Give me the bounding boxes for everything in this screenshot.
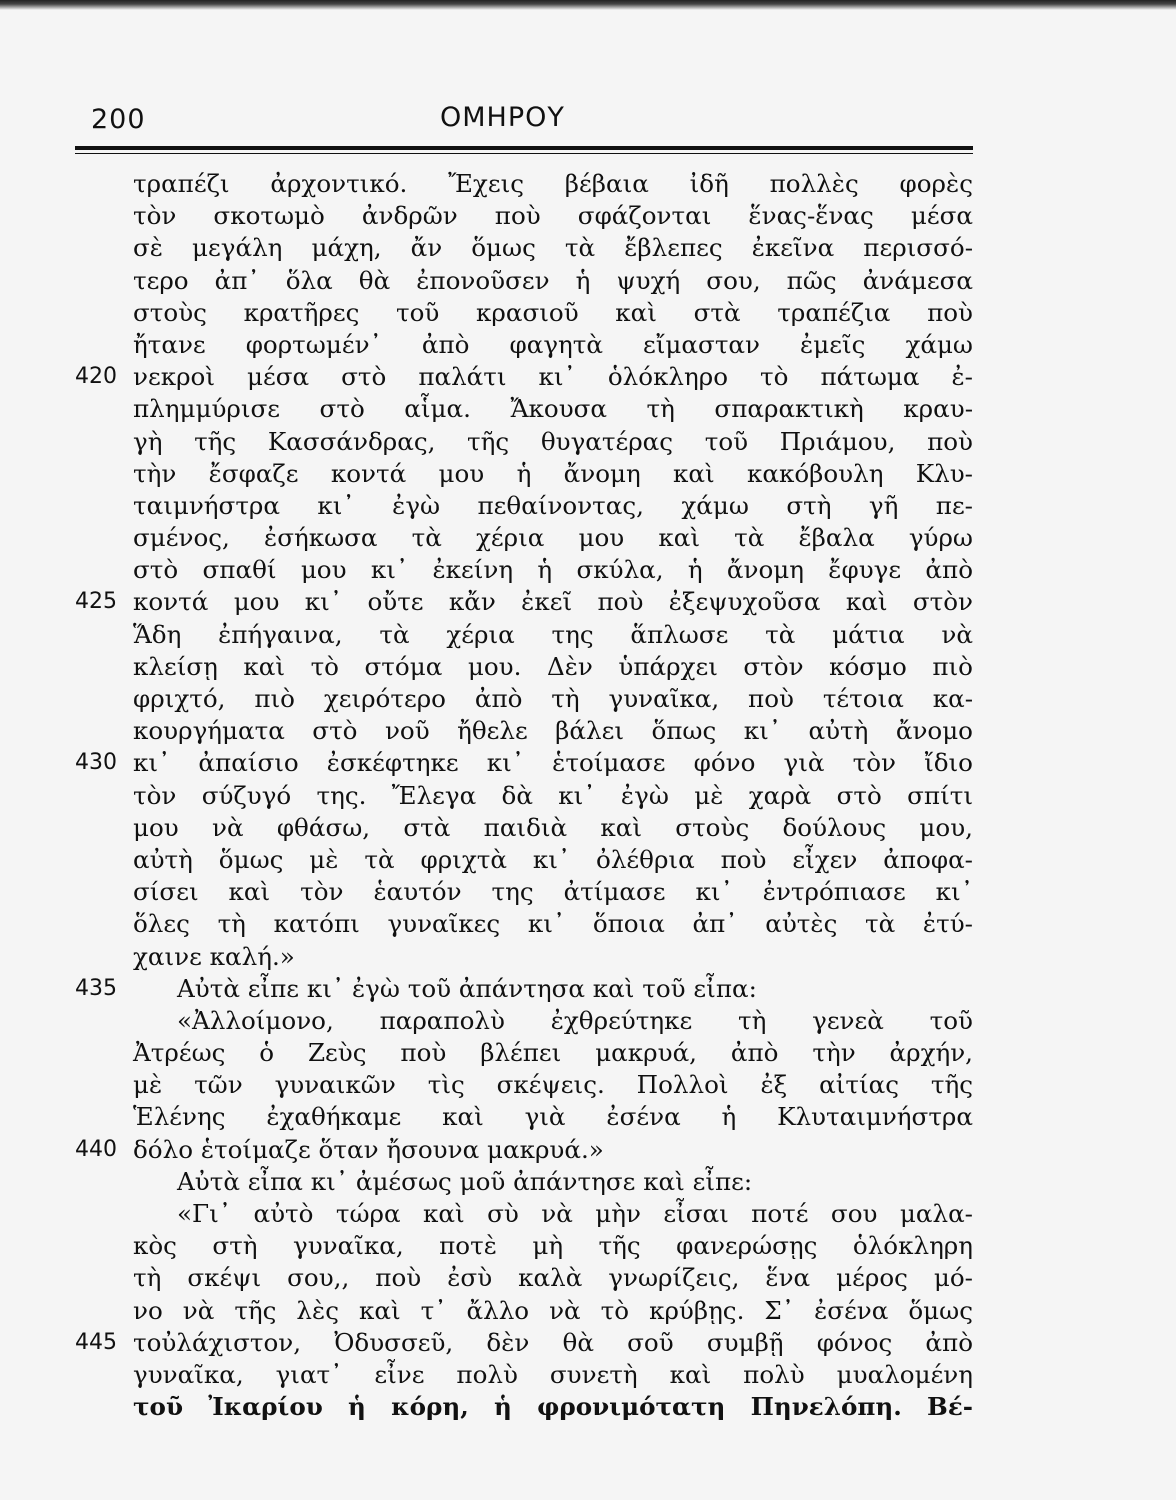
line-text: κλείσῃ καὶ τὸ στόμα μου. Δὲν ὑπάρχει στὸν κόσμο πιὸ [133, 651, 973, 681]
line-text: Αὐτὰ εἶπε κι᾽ ἐγὼ τοῦ ἀπάντησα καὶ τοῦ εἶπα: [177, 973, 757, 1003]
text-line [75, 1166, 985, 1198]
line-text: κουργήματα στὸ νοῦ ἤθελε βάλει ὅπως κι᾽ αὐτὴ ἄνομο [133, 716, 973, 746]
line-text: ταιμνήστρα κι᾽ ἐγὼ πεθαίνοντας, χάμω στὴ γῆ πε- [133, 490, 973, 520]
text-line [75, 1198, 985, 1230]
line-number: 445 [75, 1329, 117, 1355]
text-line [75, 393, 985, 425]
line-text: ὅλες τὴ κατόπι γυναῖκες κι᾽ ὅποια ἀπ᾽ αὐτὲς τὰ ἐτύ- [133, 909, 973, 939]
line-text: δόλο ἑτοίμαζε ὅταν ἤσουνα μακρυά.» [133, 1134, 604, 1164]
text-line [75, 1005, 985, 1037]
text-line [75, 1262, 985, 1294]
text-line [75, 426, 985, 458]
text-line [75, 200, 985, 232]
line-text: Αὐτὰ εἶπα κι᾽ ἀμέσως μοῦ ἀπάντησε καὶ εἶπε: [177, 1166, 753, 1196]
page-number: 200 [91, 104, 146, 135]
text-line [75, 619, 985, 651]
line-text: τὸν σκοτωμὸ ἀνδρῶν ποὺ σφάζονται ἕνας-ἕνας μέσα [133, 201, 973, 231]
line-text: τερο ἀπ᾽ ὅλα θὰ ἐπονοῦσεν ἡ ψυχή σου, πῶς ἀνάμεσα [133, 265, 973, 295]
text-line [75, 651, 985, 683]
line-text: σίσει καὶ τὸν ἑαυτόν της ἀτίμασε κι᾽ ἐντρόπιασε κι᾽ [133, 877, 973, 907]
line-text: μὲ τῶν γυναικῶν τὶς σκέψεις. Πολλοὶ ἐξ αἰτίας τῆς [133, 1070, 973, 1100]
line-number: 435 [75, 975, 117, 1001]
page-header [75, 96, 975, 142]
text-line [75, 747, 985, 779]
line-text: τὸν σύζυγό της. Ἔλεγα δὰ κι᾽ ἐγὼ μὲ χαρὰ στὸ σπίτι [133, 780, 973, 810]
scan-edge-shadow [0, 0, 1176, 10]
text-line [75, 1101, 985, 1133]
text-line [75, 1230, 985, 1262]
line-number: 430 [75, 750, 117, 776]
text-line [75, 812, 985, 844]
line-text: τοῦ Ἰκαρίου ἡ κόρη, ἡ φρονιμότατη Πηνελόπη. Βέ- [133, 1392, 973, 1422]
text-line [75, 265, 985, 297]
line-text: τὴν ἔσφαζε κοντά μου ἡ ἄνομη καὶ κακόβουλη Κλυ- [133, 458, 973, 488]
line-text: Ἀτρέως ὁ Ζεὺς ποὺ βλέπει μακρυά, ἀπὸ τὴν ἀρχήν, [133, 1038, 973, 1068]
text-line [75, 490, 985, 522]
text-line [75, 522, 985, 554]
text-line [75, 844, 985, 876]
line-text: μου νὰ φθάσω, στὰ παιδιὰ καὶ στοὺς δούλους μου, [133, 812, 973, 842]
line-text: πλημμύρισε στὸ αἷμα. Ἄκουσα τὴ σπαρακτικὴ κραυ- [133, 394, 973, 424]
line-text: κὸς στὴ γυναῖκα, ποτὲ μὴ τῆς φανερώσῃς ὁλόκληρη [133, 1231, 973, 1261]
text-line [75, 1391, 985, 1423]
line-text: νεκροὶ μέσα στὸ παλάτι κι᾽ ὁλόκληρο τὸ πάτωμα ἐ- [133, 362, 973, 392]
text-line [75, 168, 985, 200]
text-line [75, 1037, 985, 1069]
line-text: Ἅδη ἐπήγαινα, τὰ χέρια της ἅπλωσε τὰ μάτια νὰ [133, 619, 973, 649]
text-line [75, 780, 985, 812]
line-text: νο νὰ τῆς λὲς καὶ τ᾽ ἄλλο νὰ τὸ κρύβῃς. Σ᾽ ἐσένα ὅμως [133, 1295, 973, 1325]
text-line [75, 1359, 985, 1391]
text-line [75, 1069, 985, 1101]
line-text: τοὐλάχιστον, Ὀδυσσεῦ, δὲν θὰ σοῦ συμβῇ φόνος ἀπὸ [133, 1327, 973, 1357]
line-text: σὲ μεγάλη μάχη, ἄν ὅμως τὰ ἔβλεπες ἐκεῖνα περισσό- [133, 233, 973, 263]
header-rule-thin [75, 153, 973, 154]
line-text: «Ἀλλοίμονο, παραπολὺ ἐχθρεύτηκε τὴ γενεὰ τοῦ [177, 1005, 973, 1035]
line-number: 425 [75, 589, 117, 615]
text-line [75, 876, 985, 908]
line-text: στοὺς κρατῆρες τοῦ κρασιοῦ καὶ στὰ τραπέζια ποὺ [133, 297, 973, 327]
text-line [75, 1134, 985, 1166]
text-line [75, 1327, 985, 1359]
line-text: κοντά μου κι᾽ οὔτε κἄν ἐκεῖ ποὺ ἐξεψυχοῦσα καὶ στὸν [133, 587, 973, 617]
line-text: γὴ τῆς Κασσάνδρας, τῆς θυγατέρας τοῦ Πριάμου, ποὺ [133, 426, 973, 456]
header-rule-thick [75, 146, 973, 150]
line-text: τραπέζι ἀρχοντικό. Ἔχεις βέβαια ἰδῆ πολλὲς φορὲς [133, 169, 973, 198]
line-number: 440 [75, 1136, 117, 1162]
line-number: 420 [75, 364, 117, 390]
line-text: Ἑλένης ἐχαθήκαμε καὶ γιὰ ἐσένα ἡ Κλυταιμνήστρα [133, 1102, 973, 1132]
line-text: «Γι᾽ αὐτὸ τώρα καὶ σὺ νὰ μὴν εἶσαι ποτέ σου μαλα- [177, 1199, 973, 1228]
line-text: αὐτὴ ὅμως μὲ τὰ φριχτὰ κι᾽ ὀλέθρια ποὺ εἶχεν ἀποφα- [133, 844, 973, 874]
text-line [75, 908, 985, 940]
text-line [75, 329, 985, 361]
text-line [75, 361, 985, 393]
running-title: ΟΜΗΡΟΥ [440, 102, 565, 133]
text-line [75, 973, 985, 1005]
text-line [75, 715, 985, 747]
line-text: σμένος, ἐσήκωσα τὰ χέρια μου καὶ τὰ ἔβαλα γύρω [133, 523, 973, 553]
line-text: ἤτανε φορτωμέν᾽ ἀπὸ φαγητὰ εἴμασταν ἐμεῖς χάμω [133, 329, 973, 359]
text-line [75, 1295, 985, 1327]
text-line [75, 554, 985, 586]
line-text: γυναῖκα, γιατ᾽ εἶνε πολὺ συνετὴ καὶ πολὺ μυαλομένη [133, 1359, 973, 1389]
line-text: φριχτό, πιὸ χειρότερο ἀπὸ τὴ γυναῖκα, ποὺ τέτοια κα- [133, 684, 973, 713]
line-text: χαινε καλή.» [133, 941, 295, 971]
text-line [75, 941, 985, 973]
body-text [75, 168, 985, 1423]
line-text: στὸ σπαθί μου κι᾽ ἐκείνη ἡ σκύλα, ἡ ἄνομη ἔφυγε ἀπὸ [133, 555, 973, 585]
text-line [75, 297, 985, 329]
text-line [75, 683, 985, 715]
line-text: τὴ σκέψι σου,, ποὺ ἐσὺ καλὰ γνωρίζεις, ἕνα μέρος μό- [133, 1263, 973, 1293]
text-line [75, 458, 985, 490]
line-text: κι᾽ ἀπαίσιο ἐσκέφτηκε κι᾽ ἑτοίμασε φόνο γιὰ τὸν ἴδιο [133, 748, 973, 778]
text-line [75, 586, 985, 618]
text-line [75, 232, 985, 264]
